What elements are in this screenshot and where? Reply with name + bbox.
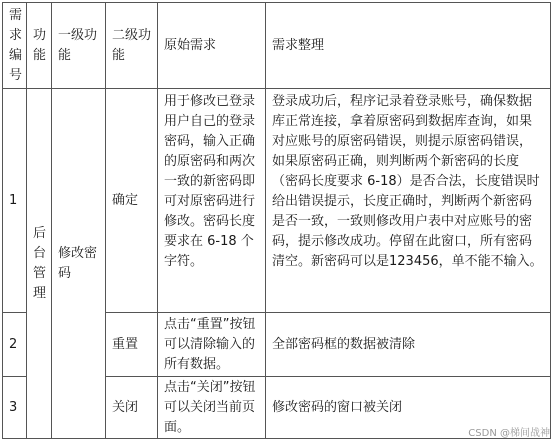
header-req-id: 需求编号 [3,3,27,89]
row-level2: 重置 [106,313,158,377]
function-cell: 后台管理 [27,89,52,439]
row-summary: 全部密码框的数据被清除 [266,313,551,377]
header-level2: 二级功能 [106,3,158,89]
row-raw: 点击“重置”按钮可以清除输入的所有数据。 [158,313,266,377]
header-function: 功能 [27,3,52,89]
header-raw: 原始需求 [158,3,266,89]
row-id: 1 [3,89,27,313]
header-level1: 一级功能 [52,3,106,89]
row-raw: 点击“关闭”按钮可以关闭当前页面。 [158,377,266,439]
row-summary: 修改密码的窗口被关闭 [266,377,551,439]
row-id: 3 [3,377,27,439]
requirements-table [2,2,551,439]
watermark: CSDN @梯间战神 [468,428,550,439]
level1-cell: 修改密码 [52,89,106,439]
row-level2: 确定 [106,89,158,313]
row-summary: 登录成功后，程序记录着登录账号，确保数据库正常连接，拿着原密码到数据库查询，如果对应账号的原密码错误，则提示原密码错误，如果原密码正确，则判断两个新密码的长度（密码长度要求 6-18）是否合法，长度错误时给出错误提示，长度正确时，判断两个新密码是否一致，一致则修改用户表中对应账号的密码，提示修改成功。停留在此窗口，所有密码清空。新密码可以是123456，单不能不输入。 [266,89,551,313]
row-raw: 用于修改已登录用户自己的登录密码，输入正确的原密码和两次一致的新密码即可对原密码进行修改。密码长度要求在 6-18 个字符。 [158,89,266,313]
row-id: 2 [3,313,27,377]
header-summary: 需求整理 [266,3,551,89]
header-row [3,3,551,89]
table-row [3,89,551,313]
row-level2: 关闭 [106,377,158,439]
